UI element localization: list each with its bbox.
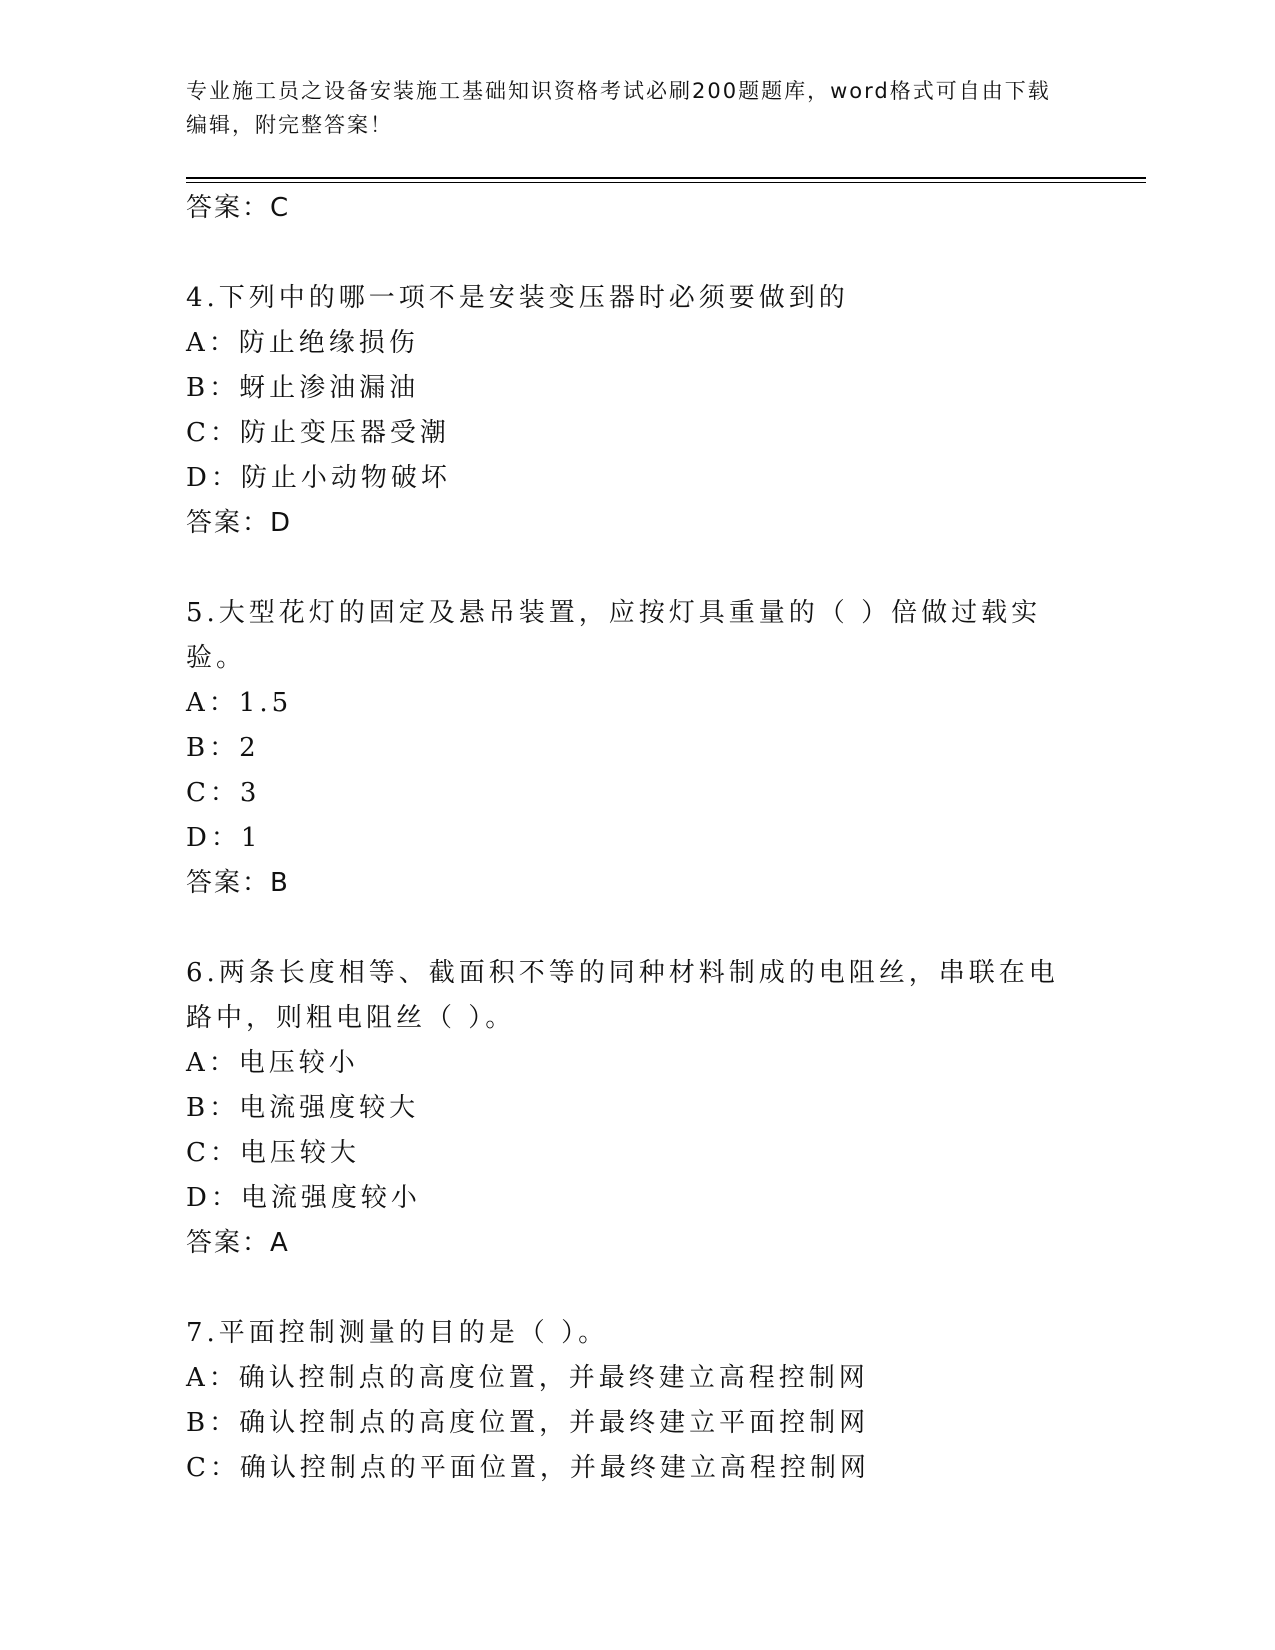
option-4a: A：防止绝缘损伤 [186, 328, 419, 358]
document-header: 专业施工员之设备安装施工基础知识资格考试必刷200题题库，word格式可自由下载编辑，附完整答案！ [186, 79, 1051, 137]
option-7b: B：确认控制点的高度位置，并最终建立平面控制网 [186, 1408, 870, 1438]
option-7a: A：确认控制点的高度位置，并最终建立高程控制网 [186, 1363, 869, 1393]
answer-q3: 答案：C [186, 193, 291, 223]
option-6d: D：电流强度较小 [186, 1183, 421, 1213]
option-4c: C：防止变压器受潮 [186, 418, 450, 448]
option-6c: C：电压较大 [186, 1138, 360, 1168]
question-list [186, 186, 1086, 1491]
question-5: 5.大型花灯的固定及悬吊装置，应按灯具重量的（ ）倍做过载实验。 [186, 598, 1042, 673]
header-rule-thin [186, 182, 1146, 183]
question-6: 6.两条长度相等、截面积不等的同种材料制成的电阻丝，串联在电路中，则粗电阻丝（ ）。 [186, 958, 1059, 1033]
option-7c: C：确认控制点的平面位置，并最终建立高程控制网 [186, 1453, 870, 1483]
option-6b: B：电流强度较大 [186, 1093, 420, 1123]
answer-q6: 答案：A [186, 1228, 290, 1258]
spacer [186, 906, 1086, 951]
answer-q5: 答案：B [186, 868, 290, 898]
spacer [186, 231, 1086, 276]
option-5d: D：1 [186, 823, 262, 853]
option-5b: B：2 [186, 733, 260, 763]
spacer [186, 1266, 1086, 1311]
option-4d: D：防止小动物破坏 [186, 463, 451, 493]
option-6a: A：电压较小 [186, 1048, 359, 1078]
option-5a: A：1.5 [186, 688, 293, 718]
option-4b: B：蚜止渗油漏油 [186, 373, 420, 403]
answer-q4: 答案：D [186, 508, 293, 538]
question-7: 7.平面控制测量的目的是（ ）。 [186, 1318, 609, 1348]
spacer [186, 546, 1086, 591]
option-5c: C：3 [186, 778, 261, 808]
question-4: 4.下列中的哪一项不是安装变压器时必须要做到的 [186, 283, 849, 313]
header-rule-thick [186, 177, 1146, 179]
